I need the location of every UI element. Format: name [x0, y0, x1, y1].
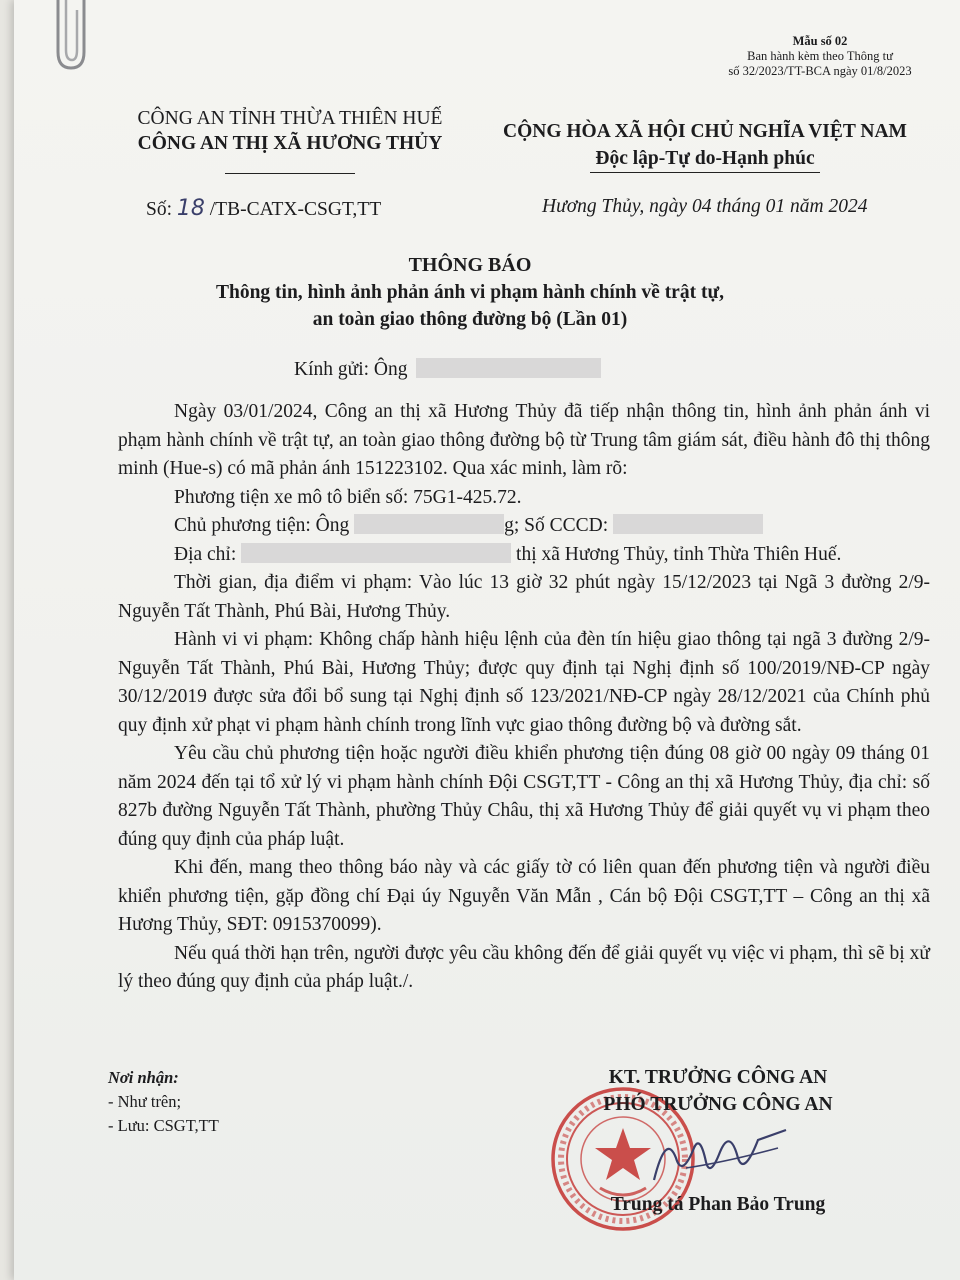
owner-tail: g; Số CCCD:	[504, 515, 609, 536]
document-body	[118, 398, 930, 997]
paragraph-intro: Ngày 03/01/2024, Công an thị xã Hương Thủy đã tiếp nhận thông tin, hình ảnh phản ánh vi phạm hành chính về trật tự, an toàn giao thông đường bộ từ Trung tâm giám sát, điều hành đô thị thông minh (Hue-s) có mã phản ánh 151223102. Qua xác minh, làm rõ:	[118, 401, 930, 479]
agency-parent: CÔNG AN TỈNH THỪA THIÊN HUẾ	[137, 108, 443, 129]
nation-motto: Độc lập-Tự do-Hạnh phúc	[595, 148, 815, 169]
agency-underline	[225, 173, 355, 174]
paragraph-vehicle: Phương tiện xe mô tô biển số: 75G1-425.72.	[174, 486, 522, 508]
document-number	[146, 196, 381, 221]
title-sub2: an toàn giao thông đường bộ (Lần 01)	[312, 309, 628, 330]
recipient-line	[294, 358, 601, 381]
signature-title	[578, 1064, 858, 1118]
form-issued-line2: số 32/2023/TT-BCA ngày 01/8/2023	[728, 64, 912, 78]
doc-number-prefix: Số:	[146, 199, 173, 220]
motto-underline	[590, 172, 820, 173]
recipient-label: Kính gửi: Ông	[294, 359, 408, 380]
owner-label: Chủ phương tiện: Ông	[174, 515, 350, 536]
national-header	[490, 118, 920, 173]
nation-name: CỘNG HÒA XÃ HỘI CHỦ NGHĨA VIỆT NAM	[503, 121, 907, 142]
recipient-item: - Như trên;	[108, 1092, 182, 1111]
redacted-owner-name	[354, 514, 504, 534]
paragraph-violation: Hành vi vi phạm: Không chấp hành hiệu lệnh của đèn tín hiệu giao thông tại ngã 3 đường 2/9- Nguyễn Tất Thành, Phú Bài, Hương Thủy; được quy định tại Nghị định số 100/2019/NĐ-CP ngày 30/12/2019 được sửa đổi bổ sung tại Nghị định số 123/2021/NĐ-CP ngày 28/12/2021 của Chính phủ quy định xử phạt vi phạm hành chính trong lĩnh vực giao thông đường bộ và đường sắt.	[118, 629, 930, 736]
paragraph-address	[118, 541, 930, 570]
form-number: Mẫu số 02	[792, 34, 848, 48]
recipients-block	[108, 1066, 219, 1138]
document-date: Hương Thủy, ngày 04 tháng 01 năm 2024	[542, 196, 868, 217]
redacted-id-number	[613, 514, 763, 534]
agency-name: CÔNG AN THỊ XÃ HƯƠNG THỦY	[137, 133, 443, 154]
redacted-name	[416, 358, 601, 378]
recipients-heading: Nơi nhận:	[108, 1068, 179, 1087]
handwritten-signature-icon	[646, 1118, 796, 1198]
document-title	[160, 252, 780, 333]
paragraph-overdue: Nếu quá thời hạn trên, người được yêu cầu không đến để giải quyết vụ việc vi phạm, thì sẽ bị xử lý theo đúng quy định của pháp luật./.	[118, 942, 930, 992]
doc-number-handwritten: 18	[176, 196, 205, 221]
paragraph-time-place: Thời gian, địa điểm vi phạm: Vào lúc 13 giờ 32 phút ngày 15/12/2023 tại Ngã 3 đường 2/9- Nguyễn Tất Thành, Phú Bài, Hương Thủy.	[118, 572, 930, 622]
form-reference	[720, 34, 920, 79]
paper-clip-icon	[40, 0, 100, 80]
sign-line1: KT. TRƯỞNG CÔNG AN	[608, 1067, 828, 1088]
paragraph-owner	[118, 512, 930, 541]
agency-header	[110, 106, 470, 181]
paragraph-request: Yêu cầu chủ phương tiện hoặc người điều khiển phương tiện đúng 08 giờ 00 ngày 09 tháng 01 năm 2024 đến tại tổ xử lý vi phạm hành chính Đội CSGT,TT - Công an thị xã Hương Thủy, địa chỉ: số 827b đường Nguyễn Tất Thành, phường Thủy Châu, thị xã Hương Thủy để giải quyết vụ vi phạm theo đúng quy định của pháp luật.	[118, 743, 930, 850]
form-issued-line1: Ban hành kèm theo Thông tư	[747, 49, 893, 63]
address-label: Địa chỉ:	[174, 543, 237, 565]
title-main: THÔNG BÁO	[408, 254, 532, 276]
title-sub1: Thông tin, hình ảnh phản ánh vi phạm hành chính về trật tự,	[215, 282, 725, 303]
sign-line2: PHÓ TRƯỞNG CÔNG AN	[603, 1094, 833, 1115]
address-tail: thị xã Hương Thủy, tỉnh Thừa Thiên Huế.	[516, 543, 842, 565]
doc-number-suffix: /TB-CATX-CSGT,TT	[209, 199, 382, 220]
redacted-address	[241, 543, 511, 563]
recipient-item: - Lưu: CSGT,TT	[108, 1116, 219, 1135]
paragraph-bring: Khi đến, mang theo thông báo này và các giấy tờ có liên quan đến phương tiện và người điều khiển phương tiện, gặp đồng chí Đại úy Nguyễn Văn Mẫn , Cán bộ Đội CSGT,TT – Công an thị xã Hương Thủy, SĐT: 0915370099).	[118, 857, 930, 935]
signer-name: Trung tá Phan Bảo Trung	[610, 1194, 826, 1215]
